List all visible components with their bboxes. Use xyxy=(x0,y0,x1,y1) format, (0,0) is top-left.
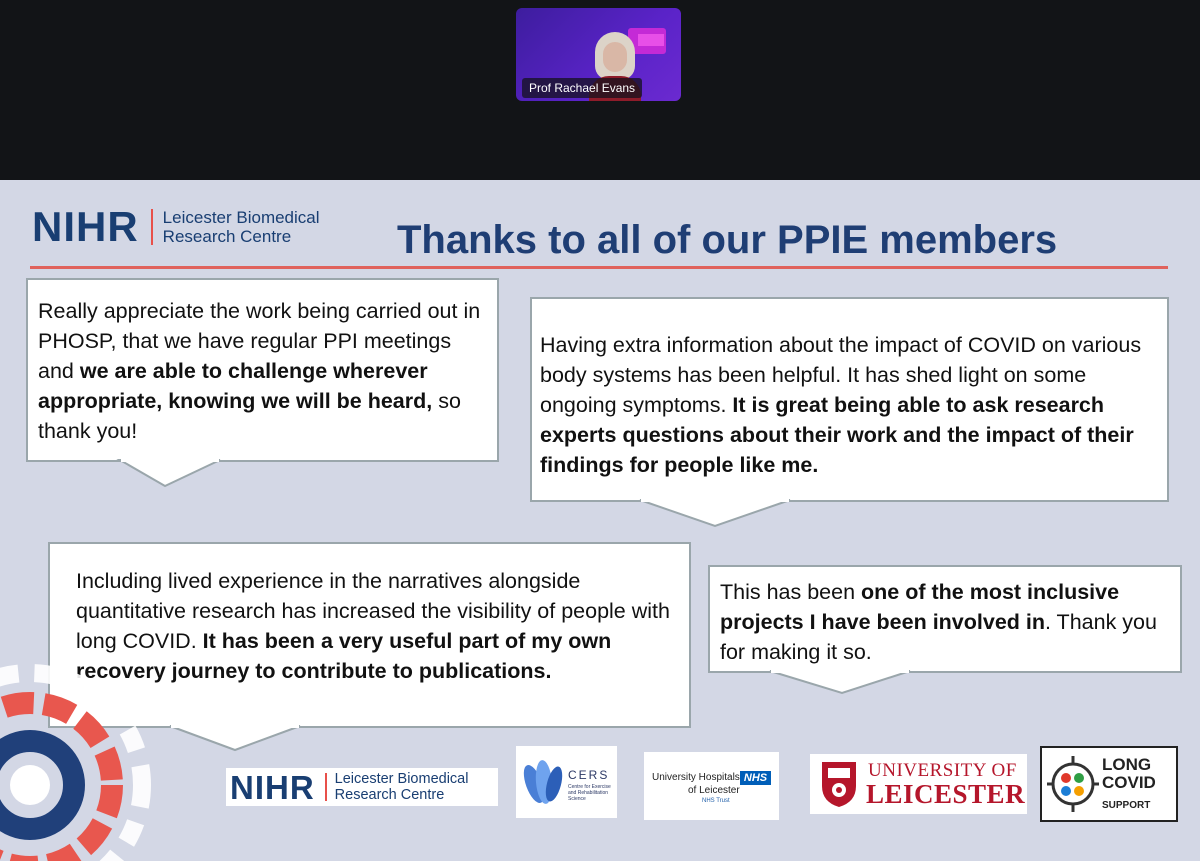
uol-line1: UNIVERSITY OF xyxy=(868,760,1017,781)
logo-divider xyxy=(151,209,153,245)
decorative-rings xyxy=(0,650,180,861)
quote-1-bold: we are able to challenge wherever appropriate, knowing we will be heard, xyxy=(38,359,433,413)
uol-crest-icon xyxy=(820,760,858,808)
lcs-line1: LONG xyxy=(1102,755,1152,774)
logo-subtitle xyxy=(163,208,320,246)
cers-name: CERS xyxy=(568,768,610,782)
quote-4-bold: one of the most inclusive projects I have been involved in xyxy=(720,580,1120,634)
long-covid-wordmark xyxy=(1102,756,1156,792)
quote-bubble-2 xyxy=(530,297,1169,502)
lcs-line2: COVID xyxy=(1102,773,1156,792)
uhl-line2: of Leicester xyxy=(688,785,740,796)
shared-slide xyxy=(0,180,1200,861)
nhs-badge: NHS xyxy=(740,771,771,785)
quote-4-text-end: . Thank you for making it so. xyxy=(720,610,1157,664)
slide-title: Thanks to all of our PPIE members xyxy=(397,218,1058,262)
lcs-line3: SUPPORT xyxy=(1102,800,1151,811)
quote-bubble-1 xyxy=(26,278,499,462)
uhl-line1: University Hospitals xyxy=(652,772,740,783)
nihr-logo xyxy=(32,203,320,250)
partner-logo-uhl xyxy=(644,752,779,820)
partner-logo-uol xyxy=(810,754,1027,814)
uol-line2: LEICESTER xyxy=(866,779,1026,809)
partner-logo-cers xyxy=(516,746,617,818)
quote-bubble-3-tail xyxy=(170,726,310,754)
partner-logo-long-covid-support xyxy=(1040,746,1178,822)
partner-nihr-line2: Research Centre xyxy=(334,787,445,803)
participant-face xyxy=(603,42,627,72)
uhl-trust: NHS Trust xyxy=(702,798,730,804)
logo-subtitle-line1: Leicester Biomedical xyxy=(162,208,320,227)
quote-4-text: This has been xyxy=(720,580,862,604)
partner-nihr-line1: Leicester Biomedical xyxy=(334,771,469,787)
quote-2-bold: It is great being able to ask research experts questions about their work and the impact of their findings for people like me. xyxy=(540,393,1134,477)
logo-subtitle-line2: Research Centre xyxy=(162,227,292,246)
video-strip xyxy=(0,0,1200,180)
quote-bubble-2-tail xyxy=(640,500,800,530)
nihr-wordmark: NIHR xyxy=(32,203,139,250)
partner-nihr-divider xyxy=(325,773,327,801)
long-covid-virus-icon xyxy=(1046,754,1100,814)
quote-1-text: Really appreciate the work being carried out in PHOSP, that we have regular PPI meetings and xyxy=(38,299,481,383)
cers-subtitle: Centre for Exercise and Rehabilitation Science xyxy=(568,784,611,802)
quote-3-text: Including lived experience in the narratives alongside quantitative research has increased the visibility of people with long COVID. xyxy=(76,569,670,653)
quote-bubble-1-tail xyxy=(120,460,230,488)
quote-2-text: Having extra information about the impact of COVID on various body systems has been helpful. It has shed light on some ongoing symptoms. xyxy=(540,333,1142,417)
partner-nihr-wordmark: NIHR xyxy=(230,768,315,806)
background-sign-inner xyxy=(638,34,664,46)
participant-video-tile[interactable] xyxy=(516,8,681,101)
participant-name: Prof Rachael Evans xyxy=(522,78,642,98)
partner-nihr-subtitle xyxy=(335,771,469,803)
title-underline xyxy=(30,266,1168,269)
quote-1-text-end: so thank you! xyxy=(38,389,461,443)
cers-emblem-icon xyxy=(520,754,566,810)
quote-bubble-4 xyxy=(708,565,1182,673)
quote-bubble-4-tail xyxy=(770,671,920,699)
partner-logo-nihr xyxy=(226,768,498,806)
quote-3-bold: It has been a very useful part of my own recovery journey to contribute to publications. xyxy=(76,629,612,683)
